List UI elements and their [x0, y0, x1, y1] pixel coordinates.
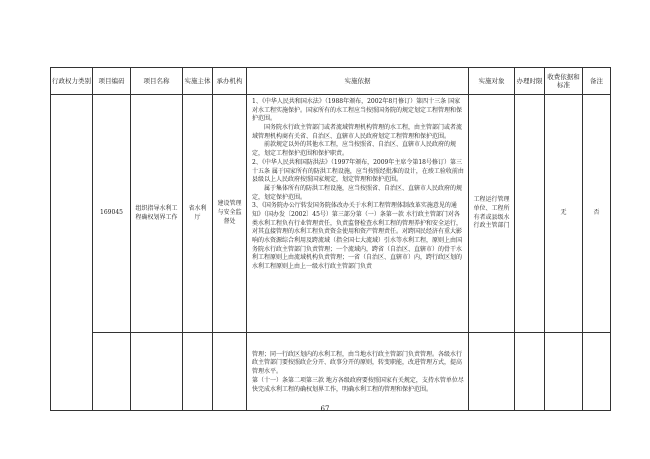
cell-fee-empty: [545, 333, 583, 411]
basis-paragraph: 2、《中华人民共和国防洪法》（1997年颁布，2009年主席令第18号修订）第三十五条 属于国家所有的防洪工程设施，应当按照经批准的设计，在竣工验收前由县级以上人民政府按照国家规定，划定管理和保护范围。: [252, 158, 464, 184]
cell-code: 169045: [93, 95, 131, 333]
header-cell-target: 实施对象: [469, 68, 515, 95]
cell-remark-empty: [583, 333, 611, 411]
cell-name: 组织指导水利工程确权划界工作: [131, 95, 183, 333]
header-row: [51, 68, 611, 95]
header-cell-name: 项目名称: [131, 68, 183, 95]
basis-paragraph: 管理；同一行政区划内的水利工程，由当地水行政主管部门负责管理。各级水行政主管部门要按照政企分开、政事分开的原则，转变职能，改进管理方式，提高管理水平。: [252, 350, 463, 376]
cell-basis: [247, 95, 469, 333]
header-cell-time-limit: 办理时限: [515, 68, 545, 95]
cell-target: 工程运行管理单位、工程所有者或县级水行政主管部门: [469, 95, 515, 333]
cell-basis-continued: [247, 333, 469, 411]
basis-paragraph: 国务院水行政主管部门或者流域管理机构管理的水工程，由主管部门或者流域管理机构商有关省、自治区、直辖市人民政府划定工程管理和保护范围。: [252, 124, 463, 140]
table-row: [51, 333, 611, 411]
header-cell-category: 行政权力类别: [51, 68, 93, 95]
document-table: [50, 67, 611, 411]
cell-fee: 无: [545, 95, 583, 333]
cell-code-empty: [93, 333, 131, 411]
header-cell-basis: 实施依据: [247, 68, 469, 95]
header-cell-fee: 收费依据和标准: [545, 68, 583, 95]
header-cell-subject: 实施主体: [183, 68, 213, 95]
cell-category: [51, 95, 93, 411]
basis-paragraph: 3、《国务院办公厅转发国务院体改办关于水利工程管理体制改革实施意见的通知》（国办发〔2002〕45号）第三部分第（一）条第一款 水行政主管部门对各类水利工程负有行业管理责任，负责监督检查水利工程的管理养护和安全运行，对其直接管理的水利工程负责资金使用和资产管理责任。对跨国民经济有重大影响的水资源综合利用及跨流域（指全国七大流域）引水等水利工程，原则上由国务院水行政主管部门负责管理；一个流域内，跨省（自治区、直辖市）的骨干水利工程原则上由流域机构负责管理；一省（自治区、直辖市）内，跨行政区划的水利工程原则上由上一级水行政主管部门负责: [252, 202, 463, 271]
basis-paragraph: 第（十一）条第二项第三款 地方各级政府要按照国家有关规定，支持水管单位尽快完成水利工程的确权划界工作，明确水利工程的管理和保护范围。: [252, 376, 464, 393]
header-cell-agency: 承办机构: [213, 68, 247, 95]
cell-agency-empty: [213, 333, 247, 411]
cell-name-empty: [131, 333, 183, 411]
header-cell-code: 项目编码: [93, 68, 131, 95]
header-cell-remark: 备注: [583, 68, 611, 95]
basis-paragraph: 1、《中华人民共和国水法》（1988年颁布，2002年8月修订）第四十三条 国家对水工程实施保护。国家所有的水工程应当按照国务院的规定划定工程管理和保护范围。: [252, 98, 463, 123]
basis-paragraph: 前款规定以外的其他水工程，应当按照省、自治区、直辖市人民政府的规定，划定工程保护范围和保护职责。: [252, 141, 457, 158]
cell-subject-empty: [183, 333, 213, 411]
cell-subject: 省水利厅: [183, 95, 213, 333]
basis-paragraph: 属于集体所有的防洪工程设施，应当按照省、自治区、直辖市人民政府的规定，划定保护范围。: [252, 184, 463, 201]
cell-agency: 建设管理与安全监督处: [213, 95, 247, 333]
cell-time-limit: [515, 95, 545, 333]
page-number: 67: [320, 405, 330, 413]
cell-remark: 否: [583, 95, 611, 333]
cell-time-limit-empty: [515, 333, 545, 411]
cell-target-empty: [469, 333, 515, 411]
table-row: [51, 95, 611, 333]
